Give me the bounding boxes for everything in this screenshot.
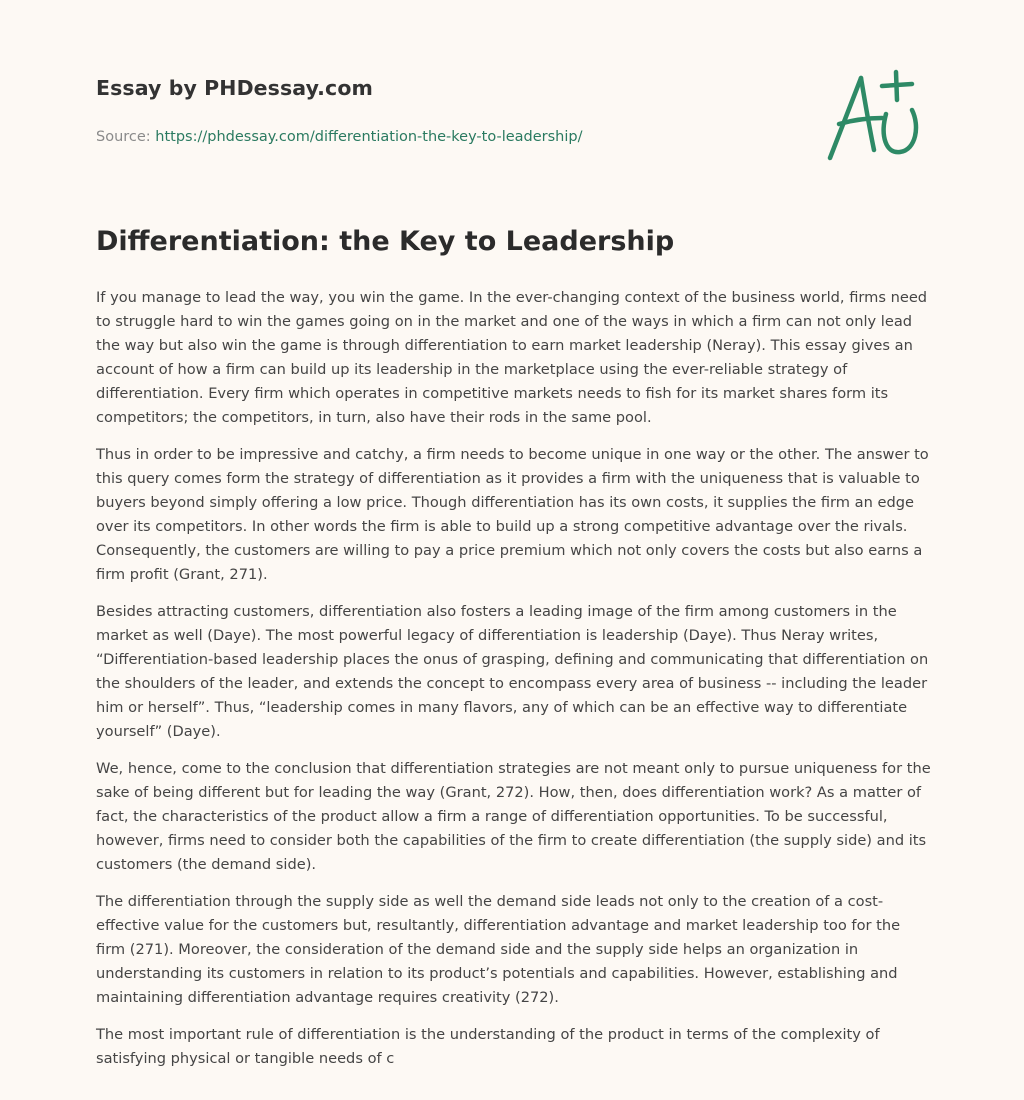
essay-paragraph: The differentiation through the supply side as well the demand side leads not only to the creation of a cost-effective value for the customers but, resultantly, differentiation advantage and market leadership too for the firm (271). Moreover, the consideration of the demand side and the supply side helps an organization in understanding its customers in relation to its product’s potentials and capabilities. However, establishing and maintaining differentiation advantage requires creativity (272). xyxy=(96,893,901,1006)
site-title: Essay by PHDessay.com xyxy=(96,76,373,100)
essay-paragraph: We, hence, come to the conclusion that differentiation strategies are not meant only to pursue uniqueness for the sake of being different but for leading the way (Grant, 272). How, then, does differentiation work? As a matter of fact, the characteristics of the product allow a firm a range of differentiation opportunities. To be successful, however, firms need to consider both the capabilities of the firm to create differentiation (the supply side) and its customers (the demand side). xyxy=(96,760,931,873)
essay-title: Differentiation: the Key to Leadership xyxy=(96,226,675,257)
site-header xyxy=(96,76,936,145)
a-plus-logo-icon xyxy=(820,66,930,166)
essay-paragraph: Thus in order to be impressive and catchy, a firm needs to become unique in one way or the other. The answer to this query comes form the strategy of differentiation as it provides a firm with the uniqueness that is valuable to buyers beyond simply offering a low price. Though differentiation has its own costs, it supplies the firm an edge over its competitors. In other words the firm is able to build up a strong competitive advantage over the rivals. Consequently, the customers are willing to pay a price premium which not only covers the costs but also earns a firm profit (Grant, 271). xyxy=(96,446,929,583)
essay-paragraph: Besides attracting customers, differentiation also fosters a leading image of the firm among customers in the market as well (Daye). The most powerful legacy of differentiation is leadership (Daye). Thus Neray writes, “Differentiation-based leadership places the onus of grasping, defining and communicating that differentiation on the shoulders of the leader, and extends the concept to encompass every area of business -- including the leader him or herself”. Thus, “leadership comes in many flavors, any of which can be an effective way to differentiate yourself” (Daye). xyxy=(96,603,929,740)
essay-paragraph: If you manage to lead the way, you win the game. In the ever-changing context of the business world, firms need to struggle hard to win the games going on in the market and one of the ways in which a firm can not only lead the way but also win the game is through differentiation to earn market leadership (Neray). This essay gives an account of how a firm can build up its leadership in the marketplace using the ever-reliable strategy of differentiation. Every firm which operates in competitive markets needs to fish for its market shares form its competitors; the competitors, in turn, also have their rods in the same pool. xyxy=(96,289,928,426)
essay-body xyxy=(96,286,932,1084)
essay-paragraph: The most important rule of differentiation is the understanding of the product in terms of the complexity of satisfying physical or tangible needs of c xyxy=(96,1026,880,1067)
source-label: Source: xyxy=(96,129,156,145)
source-line xyxy=(96,129,936,145)
source-link[interactable]: https://phdessay.com/differentiation-the-key-to-leadership/ xyxy=(155,129,583,145)
